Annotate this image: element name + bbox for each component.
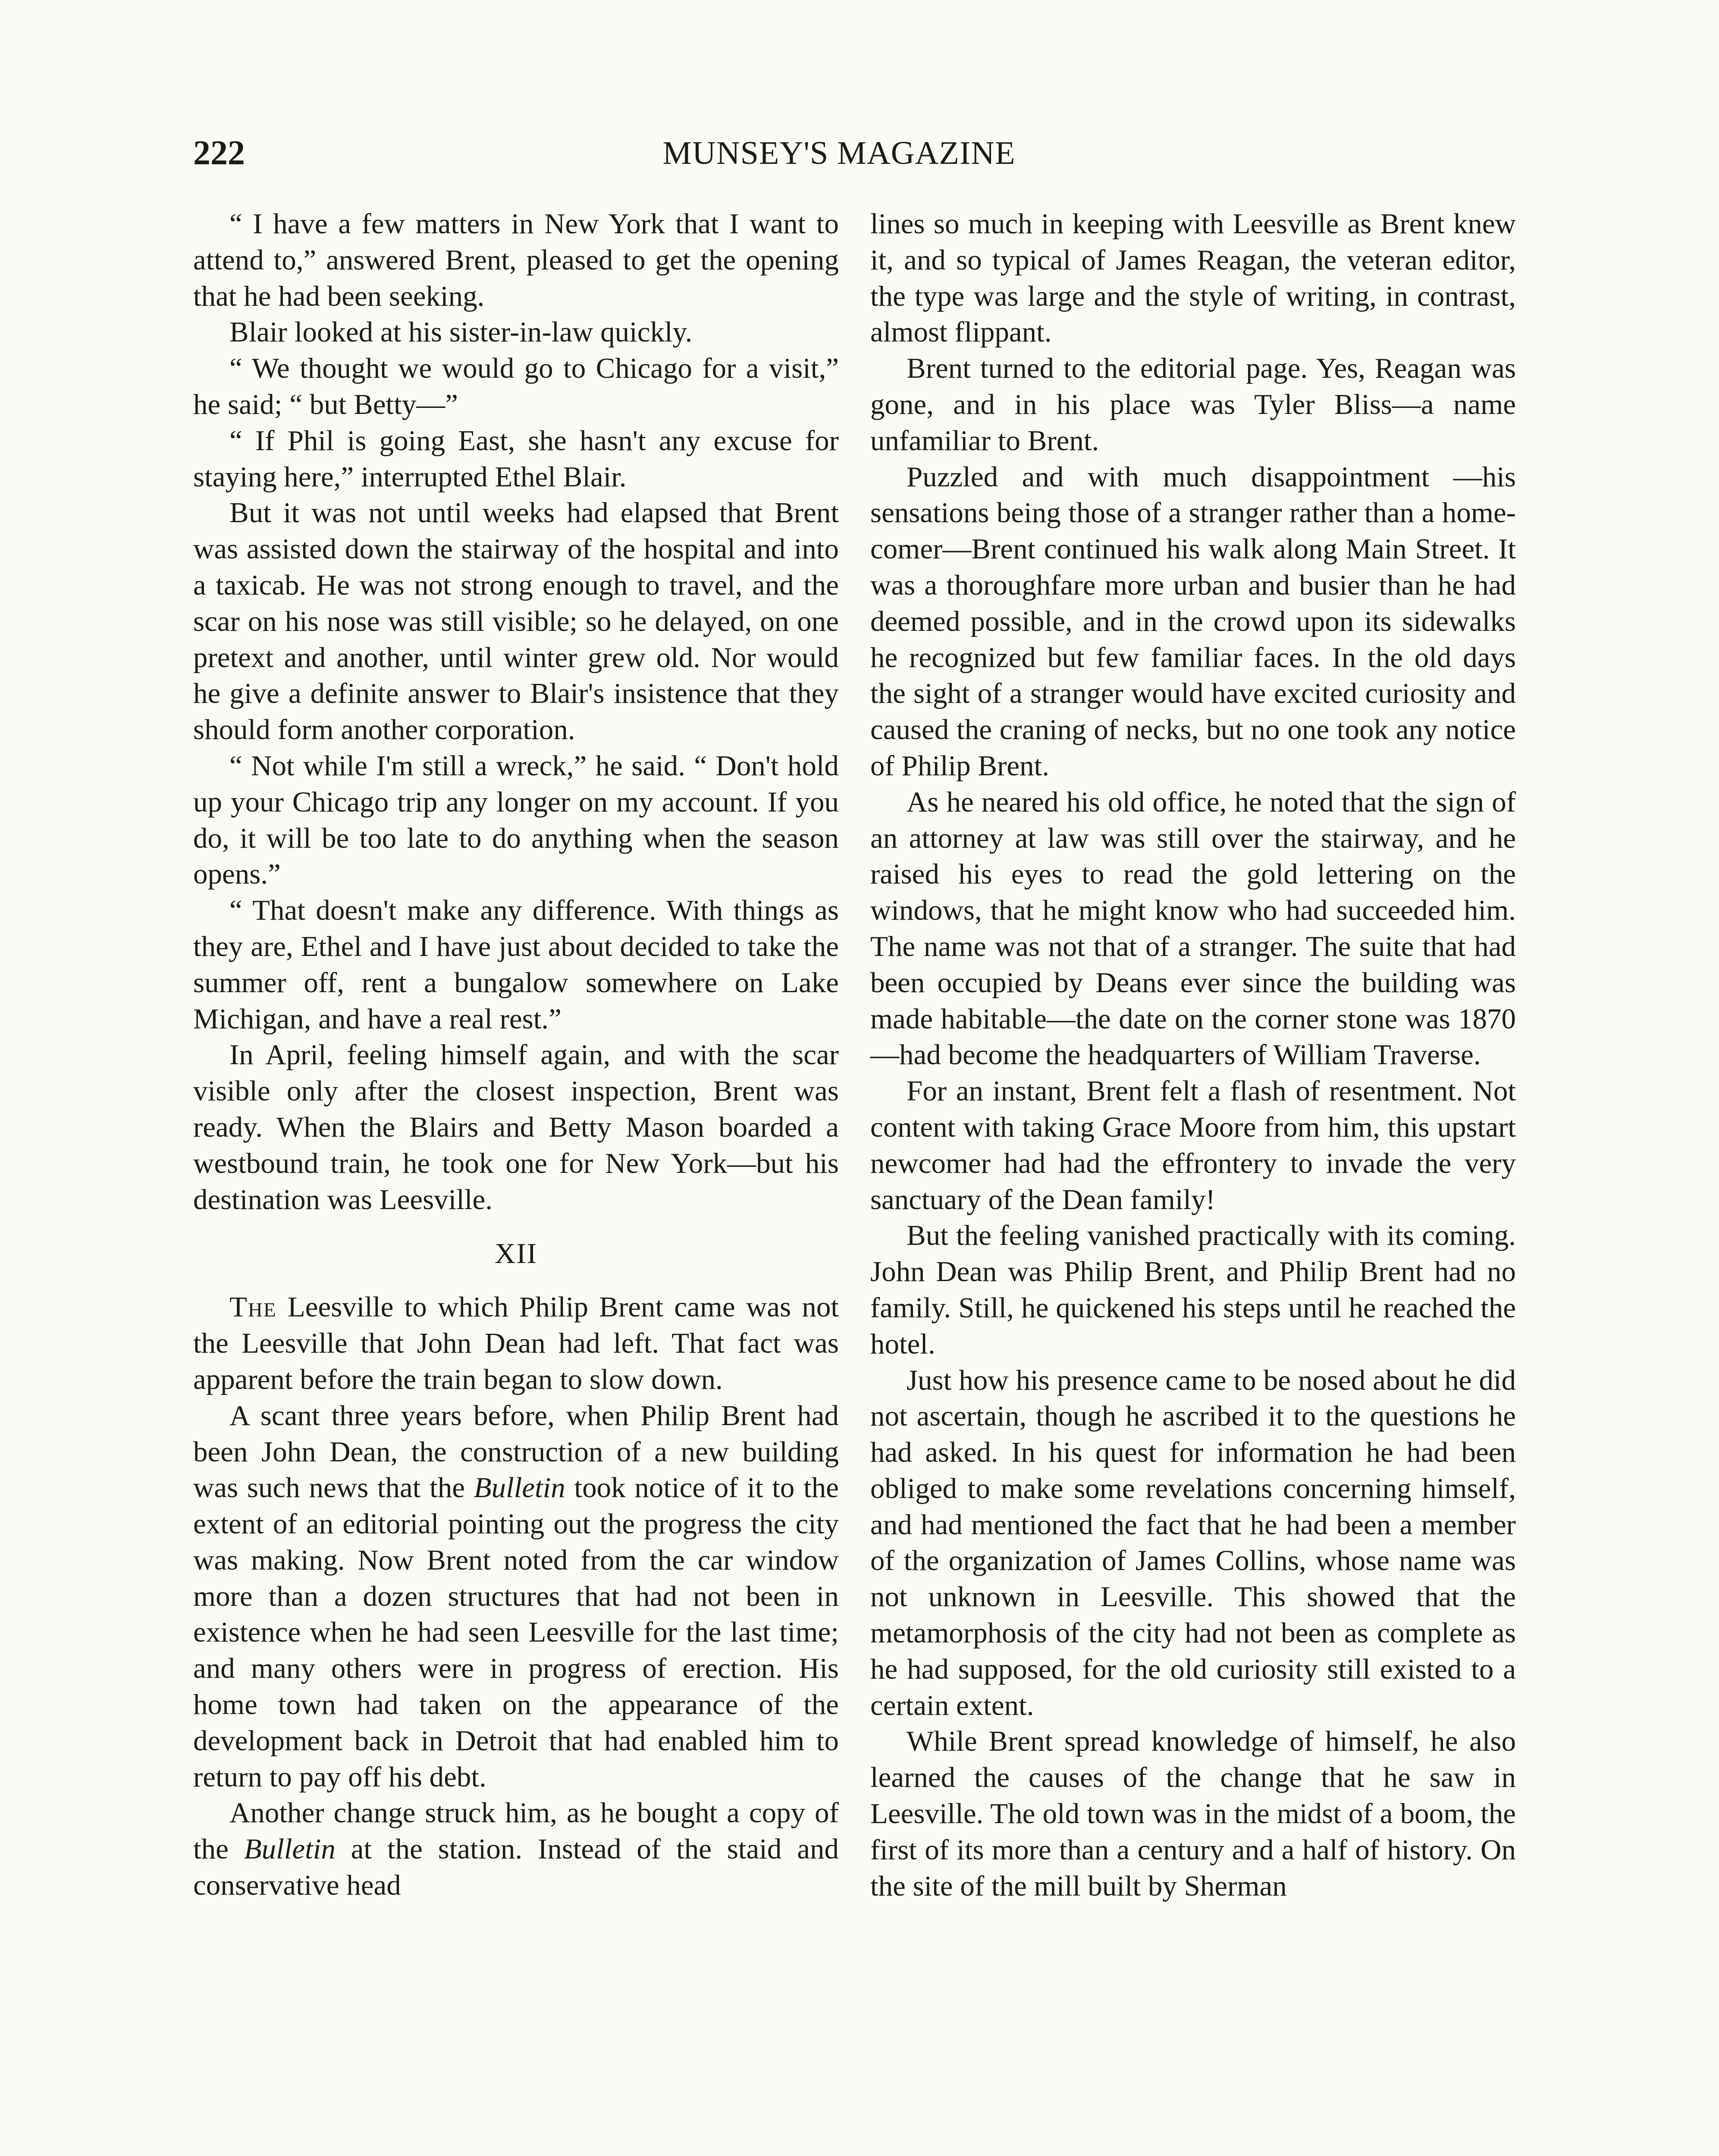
paragraph-text: A scant three years before, when Philip Brent had been John Dean, the construction of a new building was such news that the — [193, 1399, 839, 1504]
paragraph: lines so much in keeping with Leesville as Brent knew it, and so typical of James Reagan, the veteran editor, the type was large and the style of writing, in contrast, almost flippant. — [870, 208, 1516, 348]
page-header — [193, 129, 1485, 177]
paragraph — [193, 1795, 839, 1903]
paragraph-text: Another change struck him, as he bought a copy of the — [193, 1797, 839, 1865]
paragraph: “ If Phil is going East, she hasn't any excuse for staying here,” interrupted Ethel Blair. — [193, 424, 839, 493]
page-number: 222 — [193, 134, 245, 172]
paragraph: Brent turned to the editorial page. Yes, Reagan was gone, and in his place was Tyler Bliss—a name unfamiliar to Brent. — [870, 352, 1516, 457]
running-title: MUNSEY'S MAGAZINE — [662, 135, 1016, 171]
paragraph: While Brent spread knowledge of himself, he also learned the causes of the change that he saw in Leesville. The old town was in the midst of a boom, the first of its more than a century and a half of history. On the site of the mill built by Sherman — [870, 1725, 1516, 1902]
paragraph: But it was not until weeks had elapsed that Brent was assisted down the stairway of the hospital and into a taxicab. He was not strong enough to travel, and the scar on his nose was still visible; so he delayed, on one pretext and another, until winter grew old. Nor would he give a definite answer to Blair's insistence that they should form another corporation. — [193, 497, 839, 746]
publication-title: Bulletin — [244, 1833, 336, 1865]
left-column — [193, 206, 839, 1904]
paragraph: In April, feeling himself again, and with the scar visible only after the closest inspection, Brent was ready. When the Blairs and Betty Mason boarded a westbound train, he took one for New York—but his destination was Leesville. — [193, 1039, 839, 1216]
paragraph: Puzzled and with much disappointment —his sensations being those of a stranger rather than a home-comer—Brent continued his walk along Main Street. It was a thoroughfare more urban and busier than he had deemed possible, and in the crowd upon its sidewalks he recognized but few familiar faces. In the old days the sight of a stranger would have excited curiosity and caused the craning of necks, but no one took any notice of Philip Brent. — [870, 461, 1516, 782]
paragraph-text: took notice of it to the extent of an editorial pointing out the progress the city was making. Now Brent noted from the car window more than a dozen structures that had not been in existence when he had seen Leesville for the last time; and many others were in progress of erection. His home town had taken on the appearance of the development back in Detroit that had enabled him to return to pay off his debt. — [193, 1472, 839, 1793]
paragraph: “ We thought we would go to Chicago for a visit,” he said; “ but Betty—” — [193, 352, 839, 420]
chapter-heading: XII — [494, 1238, 537, 1270]
paragraph: “ I have a few matters in New York that I want to attend to,” answered Brent, pleased to get the opening that he had been seeking. — [193, 208, 839, 312]
right-column — [870, 206, 1516, 1904]
paragraph: “ That doesn't make any difference. With things as they are, Ethel and I have just about decided to take the summer off, rent a bungalow somewhere on Lake Michigan, and have a real rest.” — [193, 894, 839, 1035]
lead-word: The — [229, 1291, 277, 1323]
paragraph-text: Leesville to which Philip Brent came was not the Leesville that John Dean had left. That fact was apparent before the train began to slow down. — [193, 1291, 839, 1395]
paragraph: For an instant, Brent felt a flash of resentment. Not content with taking Grace Moore from him, this upstart newcomer had had the effrontery to invade the very sanctuary of the Dean family! — [870, 1075, 1516, 1216]
publication-title: Bulletin — [474, 1472, 565, 1504]
paragraph: Just how his presence came to be nosed about he did not ascertain, though he ascribed it to the questions he had asked. In his quest for information he had been obliged to make some revelations concerning himself, and had mentioned the fact that he had been a member of the organization of James Collins, whose name was not unknown in Leesville. This showed that the metamorphosis of the city had not been as complete as he had supposed, for the old curiosity still existed to a certain extent. — [870, 1364, 1516, 1721]
paragraph — [193, 1289, 839, 1398]
paragraph-text: at the station. Instead of the staid and conservative head — [193, 1833, 839, 1902]
paragraph — [193, 1398, 839, 1796]
paragraph: Blair looked at his sister-in-law quickly. — [229, 316, 693, 348]
paragraph: “ Not while I'm still a wreck,” he said. “ Don't hold up your Chicago trip any longer on my account. If you do, it will be too late to do anything when the season opens.” — [193, 749, 839, 890]
paragraph: But the feeling vanished practically with its coming. John Dean was Philip Brent, and Philip Brent had no family. Still, he quickened his steps until he reached the hotel. — [870, 1219, 1516, 1360]
paragraph: As he neared his old office, he noted that the sign of an attorney at law was still over the stairway, and he raised his eyes to read the gold lettering on the windows, that he might know who had succeeded him. The name was not that of a stranger. The suite that had been occupied by Deans ever since the building was made habitable—the date on the corner stone was 1870—had become the headquarters of William Traverse. — [870, 786, 1516, 1071]
